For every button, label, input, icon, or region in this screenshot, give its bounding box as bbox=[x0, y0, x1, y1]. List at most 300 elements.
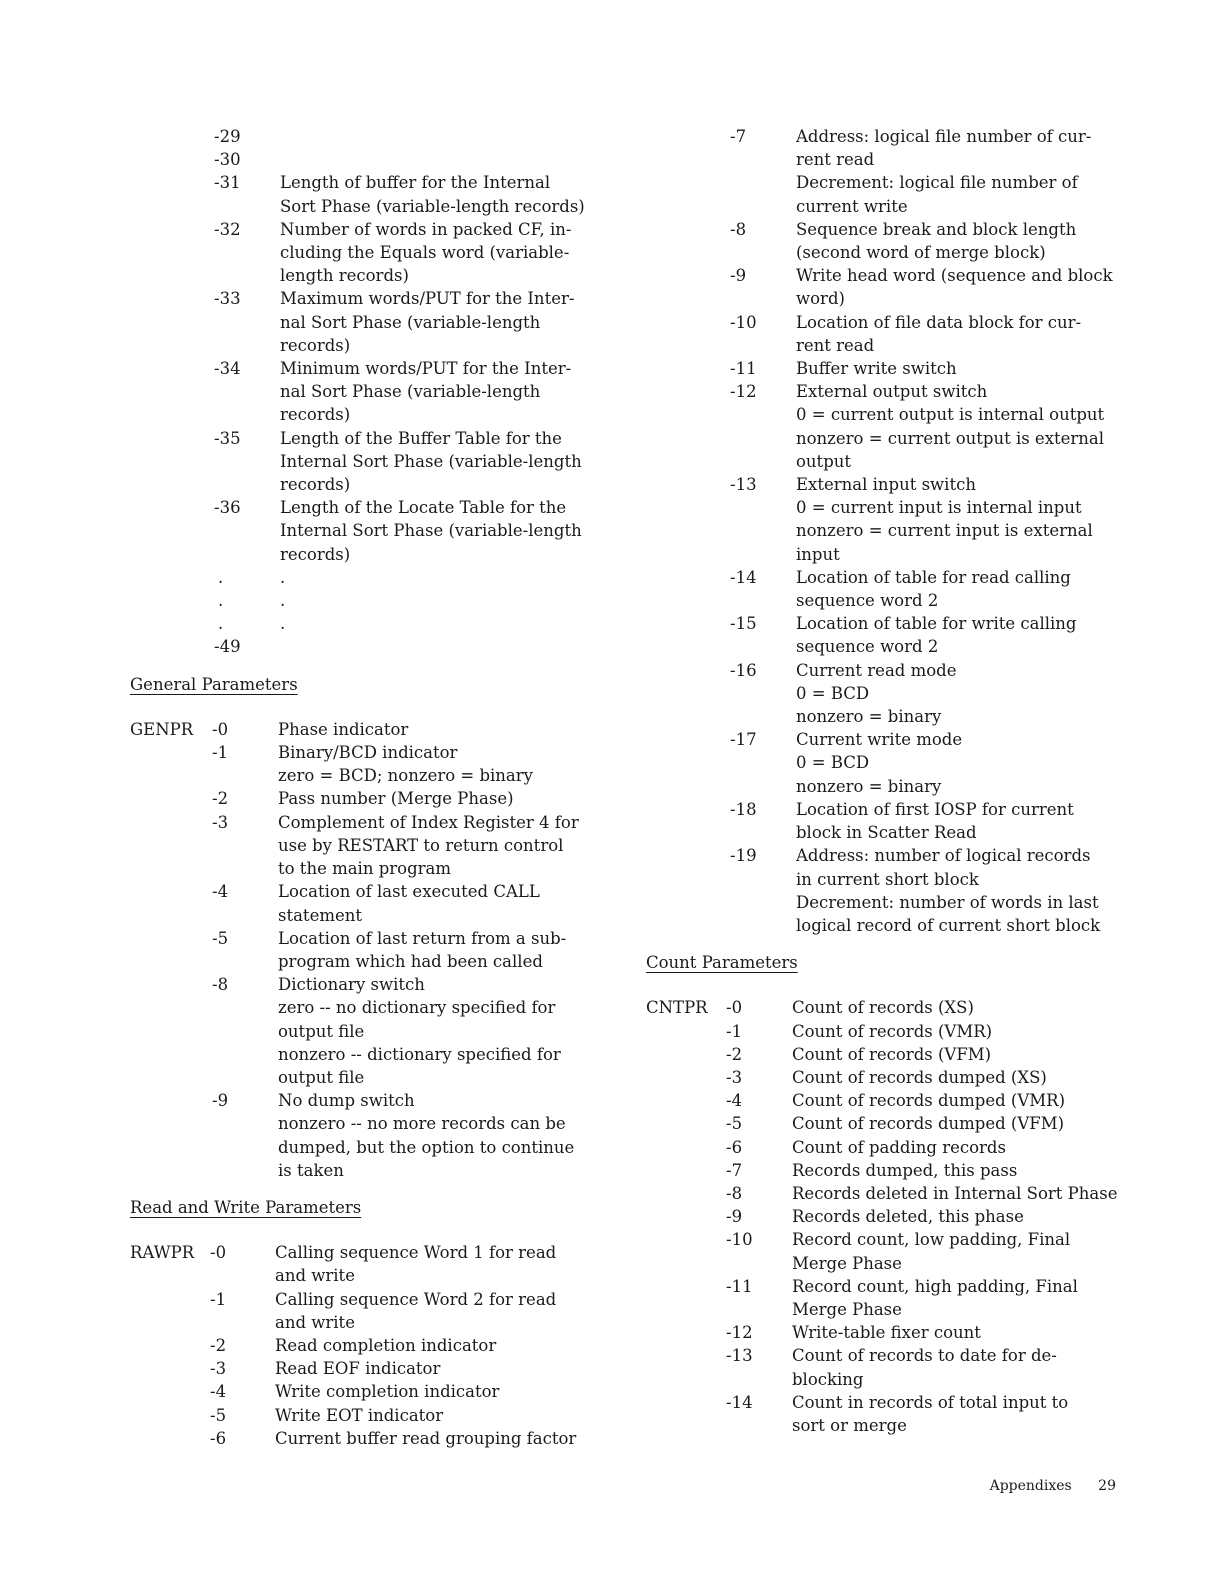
offset-label: -3 bbox=[212, 812, 229, 832]
entry-row bbox=[130, 427, 620, 497]
entry-row bbox=[646, 1020, 1146, 1043]
entry-description bbox=[796, 218, 1146, 264]
offset-label: -7 bbox=[726, 1160, 743, 1180]
entry-description bbox=[792, 1089, 1146, 1112]
offset-label: -11 bbox=[726, 1276, 753, 1296]
entry-label bbox=[130, 927, 278, 973]
entry-description bbox=[280, 357, 620, 427]
entry-label bbox=[646, 844, 796, 937]
entry-row bbox=[130, 635, 620, 658]
entry-description bbox=[278, 973, 620, 1089]
offset-label: -14 bbox=[730, 567, 757, 587]
rw-parameters-heading: Read and Write Parameters bbox=[130, 1197, 362, 1217]
entry-label bbox=[646, 659, 796, 729]
right-top-entries bbox=[646, 125, 1146, 937]
entry-label bbox=[130, 880, 278, 926]
description-line: Write head word (sequence and block bbox=[796, 266, 1113, 286]
ellipsis-dot: . bbox=[218, 567, 224, 587]
entry-row bbox=[646, 1321, 1146, 1344]
general-parameters-heading: General Parameters bbox=[130, 674, 298, 694]
offset-label: -1 bbox=[726, 1021, 743, 1041]
entry-description bbox=[275, 1380, 620, 1403]
entry-row bbox=[130, 718, 620, 741]
entry-description bbox=[278, 880, 620, 926]
offset-label: -0 bbox=[210, 1243, 227, 1263]
rw-parameters-list bbox=[130, 1241, 620, 1450]
entry-label bbox=[646, 996, 792, 1019]
entry-label bbox=[130, 1404, 275, 1427]
entry-description bbox=[792, 1043, 1146, 1066]
offset-label: -10 bbox=[726, 1230, 753, 1250]
description-line: nonzero = current output is external bbox=[796, 428, 1105, 448]
ellipsis-row bbox=[130, 612, 620, 635]
entry-description bbox=[280, 287, 620, 357]
entry-row bbox=[646, 1344, 1146, 1390]
offset-label: -4 bbox=[210, 1382, 227, 1402]
entry-label bbox=[646, 473, 796, 566]
description-line: Location of last return from a sub- bbox=[278, 928, 567, 948]
description-line: Count of padding records bbox=[792, 1137, 1006, 1157]
description-line: Current read mode bbox=[796, 660, 957, 680]
entry-description bbox=[792, 1344, 1146, 1390]
entry-row bbox=[646, 380, 1146, 473]
entry-description bbox=[792, 1159, 1146, 1182]
entry-description bbox=[796, 264, 1146, 310]
entry-row bbox=[130, 1427, 620, 1450]
offset-label: -30 bbox=[214, 150, 241, 170]
entry-label bbox=[130, 741, 278, 787]
description-line: nonzero -- dictionary specified for bbox=[278, 1044, 561, 1064]
description-line: Internal Sort Phase (variable-length bbox=[280, 521, 582, 541]
offset-label: -17 bbox=[730, 730, 757, 750]
offset-label: -34 bbox=[214, 359, 241, 379]
description-line: Record count, low padding, Final bbox=[792, 1230, 1071, 1250]
description-line: word) bbox=[796, 289, 845, 309]
description-line: Phase indicator bbox=[278, 719, 409, 739]
description-line: Records deleted in Internal Sort Phase bbox=[792, 1183, 1118, 1203]
ellipsis-dot: . bbox=[218, 614, 224, 634]
entry-description bbox=[275, 1357, 620, 1380]
description-line: Location of table for read calling bbox=[796, 567, 1071, 587]
entry-label bbox=[130, 357, 280, 427]
offset-label: -33 bbox=[214, 289, 241, 309]
entry-row bbox=[646, 612, 1146, 658]
offset-label: -49 bbox=[214, 637, 241, 657]
offset-label: -2 bbox=[726, 1044, 743, 1064]
description-line: Count of records (XS) bbox=[792, 998, 974, 1018]
page-number: 29 bbox=[1098, 1478, 1116, 1494]
offset-label: -5 bbox=[212, 928, 229, 948]
entry-label bbox=[130, 287, 280, 357]
entry-row bbox=[130, 787, 620, 810]
description-line: zero = BCD; nonzero = binary bbox=[278, 766, 533, 786]
description-line: Location of first IOSP for current bbox=[796, 799, 1074, 819]
entry-description bbox=[275, 1427, 620, 1450]
entry-label bbox=[130, 1380, 275, 1403]
description-line: statement bbox=[278, 905, 362, 925]
description-line: Count of records dumped (VMR) bbox=[792, 1091, 1066, 1111]
entry-label bbox=[130, 811, 278, 881]
offset-label: -5 bbox=[210, 1405, 227, 1425]
description-line: program which had been called bbox=[278, 951, 543, 971]
description-line: records) bbox=[280, 475, 351, 495]
description-line: Current write mode bbox=[796, 730, 963, 750]
entry-row bbox=[130, 171, 620, 217]
description-line: and write bbox=[275, 1266, 355, 1286]
entry-label bbox=[130, 787, 278, 810]
entry-row bbox=[130, 148, 620, 171]
entry-description bbox=[792, 1066, 1146, 1089]
offset-label: -29 bbox=[214, 127, 241, 146]
description-line: sort or merge bbox=[792, 1415, 907, 1435]
entry-description bbox=[792, 1020, 1146, 1043]
description-line: is taken bbox=[278, 1160, 344, 1180]
description-line: Decrement: logical file number of bbox=[796, 173, 1078, 193]
description-line: records) bbox=[280, 405, 351, 425]
description-line: Read completion indicator bbox=[275, 1335, 497, 1355]
offset-label: -12 bbox=[726, 1323, 753, 1343]
entry-description bbox=[796, 125, 1146, 218]
entry-label bbox=[646, 1205, 792, 1228]
entry-label bbox=[646, 612, 796, 658]
entry-row bbox=[646, 1182, 1146, 1205]
entry-label bbox=[646, 1136, 792, 1159]
description-line: zero -- no dictionary specified for bbox=[278, 998, 556, 1018]
description-line: Maximum words/PUT for the Inter- bbox=[280, 289, 575, 309]
description-line: nal Sort Phase (variable-length bbox=[280, 312, 541, 332]
offset-label: -0 bbox=[726, 998, 743, 1018]
description-line: Complement of Index Register 4 for bbox=[278, 812, 579, 832]
offset-label: -13 bbox=[730, 475, 757, 495]
entry-row bbox=[130, 811, 620, 881]
offset-label: -14 bbox=[726, 1392, 753, 1412]
entry-description bbox=[792, 1182, 1146, 1205]
entry-description bbox=[280, 125, 620, 148]
description-line: Count in records of total input to bbox=[792, 1392, 1069, 1412]
entry-label bbox=[646, 1182, 792, 1205]
entry-row bbox=[646, 264, 1146, 310]
entry-label bbox=[130, 218, 280, 288]
description-line: Write completion indicator bbox=[275, 1382, 500, 1402]
description-line: Minimum words/PUT for the Inter- bbox=[280, 359, 572, 379]
entry-row bbox=[130, 496, 620, 566]
entry-row bbox=[130, 1241, 620, 1287]
entry-description bbox=[792, 1275, 1146, 1321]
entry-row bbox=[130, 357, 620, 427]
entry-label bbox=[130, 125, 280, 148]
entry-description bbox=[796, 473, 1146, 566]
group-code: GENPR bbox=[130, 719, 194, 739]
entry-label bbox=[130, 718, 278, 741]
entry-label bbox=[646, 1066, 792, 1089]
entry-row bbox=[130, 125, 620, 148]
entry-description bbox=[796, 311, 1146, 357]
ellipsis-dot: . bbox=[218, 591, 224, 611]
description-line: use by RESTART to return control bbox=[278, 835, 564, 855]
entry-label bbox=[646, 380, 796, 473]
entry-label bbox=[646, 566, 796, 612]
offset-label: -2 bbox=[212, 789, 229, 809]
offset-label: -3 bbox=[210, 1359, 227, 1379]
description-line: logical record of current short block bbox=[796, 915, 1101, 935]
offset-label: -18 bbox=[730, 799, 757, 819]
entry-label bbox=[646, 264, 796, 310]
entry-row bbox=[130, 1089, 620, 1182]
entry-row bbox=[130, 1404, 620, 1427]
entry-label bbox=[130, 1357, 275, 1380]
description-line: Decrement: number of words in last bbox=[796, 892, 1099, 912]
description-line: Length of the Buffer Table for the bbox=[280, 428, 562, 448]
description-line: output bbox=[796, 451, 852, 471]
entry-row bbox=[130, 880, 620, 926]
description-line: Length of buffer for the Internal bbox=[280, 173, 551, 193]
entry-label bbox=[646, 1112, 792, 1135]
description-line: block in Scatter Read bbox=[796, 823, 977, 843]
entry-description bbox=[796, 844, 1146, 937]
entry-description bbox=[796, 566, 1146, 612]
entry-label bbox=[130, 427, 280, 497]
offset-label: -9 bbox=[212, 1091, 229, 1111]
entry-label bbox=[646, 798, 796, 844]
entry-label bbox=[646, 1159, 792, 1182]
ellipsis-dot: . bbox=[280, 614, 286, 634]
entry-description bbox=[275, 1241, 620, 1287]
group-code: RAWPR bbox=[130, 1243, 195, 1263]
description-line: records) bbox=[280, 335, 351, 355]
entry-row bbox=[646, 473, 1146, 566]
entry-row bbox=[646, 357, 1146, 380]
entry-description bbox=[278, 741, 620, 787]
description-line: Location of table for write calling bbox=[796, 614, 1077, 634]
description-line: Binary/BCD indicator bbox=[278, 743, 458, 763]
entry-label bbox=[646, 1043, 792, 1066]
offset-label: -12 bbox=[730, 382, 757, 402]
description-line: Sequence break and block length bbox=[796, 219, 1077, 239]
entry-label bbox=[646, 218, 796, 264]
entry-label bbox=[130, 496, 280, 566]
entry-row bbox=[646, 1089, 1146, 1112]
ellipsis-row bbox=[130, 589, 620, 612]
entry-label bbox=[646, 1228, 792, 1274]
offset-label: -19 bbox=[730, 846, 757, 866]
entry-label bbox=[646, 1344, 792, 1390]
entry-description bbox=[280, 148, 620, 171]
description-line: cluding the Equals word (variable- bbox=[280, 243, 570, 263]
entry-description bbox=[796, 357, 1146, 380]
description-line: Count of records dumped (VFM) bbox=[792, 1114, 1065, 1134]
entry-label bbox=[130, 1334, 275, 1357]
description-line: Merge Phase bbox=[792, 1253, 902, 1273]
entry-label bbox=[130, 1241, 275, 1287]
entry-description bbox=[792, 1321, 1146, 1344]
offset-label: -6 bbox=[726, 1137, 743, 1157]
entry-row bbox=[646, 1043, 1146, 1066]
description-line: nonzero -- no more records can be bbox=[278, 1114, 566, 1134]
offset-label: -35 bbox=[214, 428, 241, 448]
entry-row bbox=[646, 125, 1146, 218]
description-line: Pass number (Merge Phase) bbox=[278, 789, 514, 809]
entry-row bbox=[130, 973, 620, 1089]
offset-label: -7 bbox=[730, 127, 747, 146]
entry-description bbox=[275, 1288, 620, 1334]
entry-row bbox=[646, 728, 1146, 798]
offset-label: -16 bbox=[730, 660, 757, 680]
entry-label bbox=[646, 1089, 792, 1112]
entry-row bbox=[130, 927, 620, 973]
entry-label bbox=[130, 1427, 275, 1450]
entry-description bbox=[278, 1089, 620, 1182]
description-line: Count of records (VMR) bbox=[792, 1021, 993, 1041]
description-line: 0 = BCD bbox=[796, 753, 870, 773]
description-line: Calling sequence Word 1 for read bbox=[275, 1243, 557, 1263]
entry-row bbox=[130, 287, 620, 357]
entry-description bbox=[278, 718, 620, 741]
description-line: Count of records dumped (XS) bbox=[792, 1067, 1047, 1087]
offset-label: -9 bbox=[726, 1207, 743, 1227]
entry-description bbox=[275, 1334, 620, 1357]
description-line: in current short block bbox=[796, 869, 979, 889]
entry-label bbox=[130, 148, 280, 171]
offset-label: -2 bbox=[210, 1335, 227, 1355]
description-line: No dump switch bbox=[278, 1091, 415, 1111]
description-line: Record count, high padding, Final bbox=[792, 1276, 1078, 1296]
general-parameters-list bbox=[130, 718, 620, 1182]
entry-label bbox=[646, 1391, 792, 1437]
offset-label: -4 bbox=[726, 1091, 743, 1111]
description-line: nonzero = binary bbox=[796, 707, 942, 727]
entry-label bbox=[130, 1089, 278, 1182]
entry-label bbox=[130, 171, 280, 217]
entry-row bbox=[646, 1136, 1146, 1159]
entry-description bbox=[796, 380, 1146, 473]
description-line: sequence word 2 bbox=[796, 591, 939, 611]
entry-row bbox=[646, 1066, 1146, 1089]
entry-label bbox=[646, 357, 796, 380]
description-line: Calling sequence Word 2 for read bbox=[275, 1289, 557, 1309]
description-line: nonzero = current input is external bbox=[796, 521, 1093, 541]
entry-row bbox=[646, 1159, 1146, 1182]
offset-label: -15 bbox=[730, 614, 757, 634]
offset-label: -0 bbox=[212, 719, 229, 739]
entry-label bbox=[646, 1321, 792, 1344]
description-line: records) bbox=[280, 544, 351, 564]
description-line: 0 = current input is internal input bbox=[796, 498, 1082, 518]
description-line: length records) bbox=[280, 266, 409, 286]
entry-description bbox=[278, 927, 620, 973]
entry-label bbox=[646, 1275, 792, 1321]
right-column bbox=[646, 125, 1146, 1437]
left-column bbox=[130, 125, 620, 1450]
entry-row bbox=[646, 1275, 1146, 1321]
entry-row bbox=[646, 566, 1146, 612]
description-line: nonzero = binary bbox=[796, 776, 942, 796]
entry-description bbox=[792, 996, 1146, 1019]
description-line: Count of records (VFM) bbox=[792, 1044, 992, 1064]
description-line: Address: logical file number of cur- bbox=[796, 127, 1092, 146]
description-line: Length of the Locate Table for the bbox=[280, 498, 567, 518]
offset-label: -1 bbox=[212, 743, 229, 763]
offset-label: -6 bbox=[210, 1428, 227, 1448]
description-line: 0 = current output is internal output bbox=[796, 405, 1105, 425]
entry-row bbox=[646, 996, 1146, 1019]
description-line: External output switch bbox=[796, 382, 988, 402]
entry-row bbox=[646, 1228, 1146, 1274]
description-line: External input switch bbox=[796, 475, 976, 495]
entry-description bbox=[792, 1391, 1146, 1437]
footer-section: Appendixes bbox=[989, 1478, 1072, 1494]
count-parameters-list bbox=[646, 996, 1146, 1437]
entry-description bbox=[796, 728, 1146, 798]
entry-label bbox=[646, 311, 796, 357]
description-line: output file bbox=[278, 1067, 365, 1087]
description-line: Internal Sort Phase (variable-length bbox=[280, 451, 582, 471]
entry-row bbox=[646, 844, 1146, 937]
entry-description bbox=[792, 1205, 1146, 1228]
left-top-entries bbox=[130, 125, 620, 566]
description-line: Address: number of logical records bbox=[796, 846, 1091, 866]
offset-label: -9 bbox=[730, 266, 747, 286]
description-line: Write-table fixer count bbox=[792, 1323, 981, 1343]
entry-description bbox=[278, 811, 620, 881]
entry-description bbox=[796, 612, 1146, 658]
entry-row bbox=[646, 311, 1146, 357]
entry-description bbox=[796, 798, 1146, 844]
description-line: Location of last executed CALL bbox=[278, 882, 540, 902]
description-line: and write bbox=[275, 1312, 355, 1332]
ellipsis-dot: . bbox=[280, 591, 286, 611]
entry-row bbox=[646, 659, 1146, 729]
entry-row bbox=[646, 1112, 1146, 1135]
offset-label: -8 bbox=[730, 219, 747, 239]
description-line: dumped, but the option to continue bbox=[278, 1137, 575, 1157]
entry-row bbox=[646, 798, 1146, 844]
description-line: Buffer write switch bbox=[796, 359, 957, 379]
offset-label: -31 bbox=[214, 173, 241, 193]
entry-description bbox=[275, 1404, 620, 1427]
entry-description bbox=[792, 1136, 1146, 1159]
entry-description bbox=[280, 427, 620, 497]
offset-label: -10 bbox=[730, 312, 757, 332]
description-line: Records dumped, this pass bbox=[792, 1160, 1018, 1180]
description-line: Count of records to date for de- bbox=[792, 1346, 1057, 1366]
description-line: current write bbox=[796, 196, 908, 216]
entry-description bbox=[792, 1228, 1146, 1274]
description-line: Current buffer read grouping factor bbox=[275, 1428, 577, 1448]
description-line: Dictionary switch bbox=[278, 975, 425, 995]
offset-label: -5 bbox=[726, 1114, 743, 1134]
entry-description bbox=[280, 218, 620, 288]
description-line: 0 = BCD bbox=[796, 683, 870, 703]
page-footer bbox=[990, 1478, 1116, 1494]
offset-label: -8 bbox=[726, 1183, 743, 1203]
entry-row bbox=[646, 218, 1146, 264]
description-line: blocking bbox=[792, 1369, 864, 1389]
entry-description bbox=[278, 787, 620, 810]
description-line: input bbox=[796, 544, 840, 564]
entry-row bbox=[130, 1357, 620, 1380]
offset-label: -13 bbox=[726, 1346, 753, 1366]
description-line: rent read bbox=[796, 150, 875, 170]
group-code: CNTPR bbox=[646, 998, 708, 1018]
description-line: Sort Phase (variable-length records) bbox=[280, 196, 585, 216]
description-line: output file bbox=[278, 1021, 365, 1041]
description-line: Read EOF indicator bbox=[275, 1359, 441, 1379]
offset-label: -11 bbox=[730, 359, 757, 379]
entry-label bbox=[130, 1288, 275, 1334]
entry-label bbox=[646, 1020, 792, 1043]
entry-label bbox=[646, 125, 796, 218]
entry-row bbox=[130, 1334, 620, 1357]
